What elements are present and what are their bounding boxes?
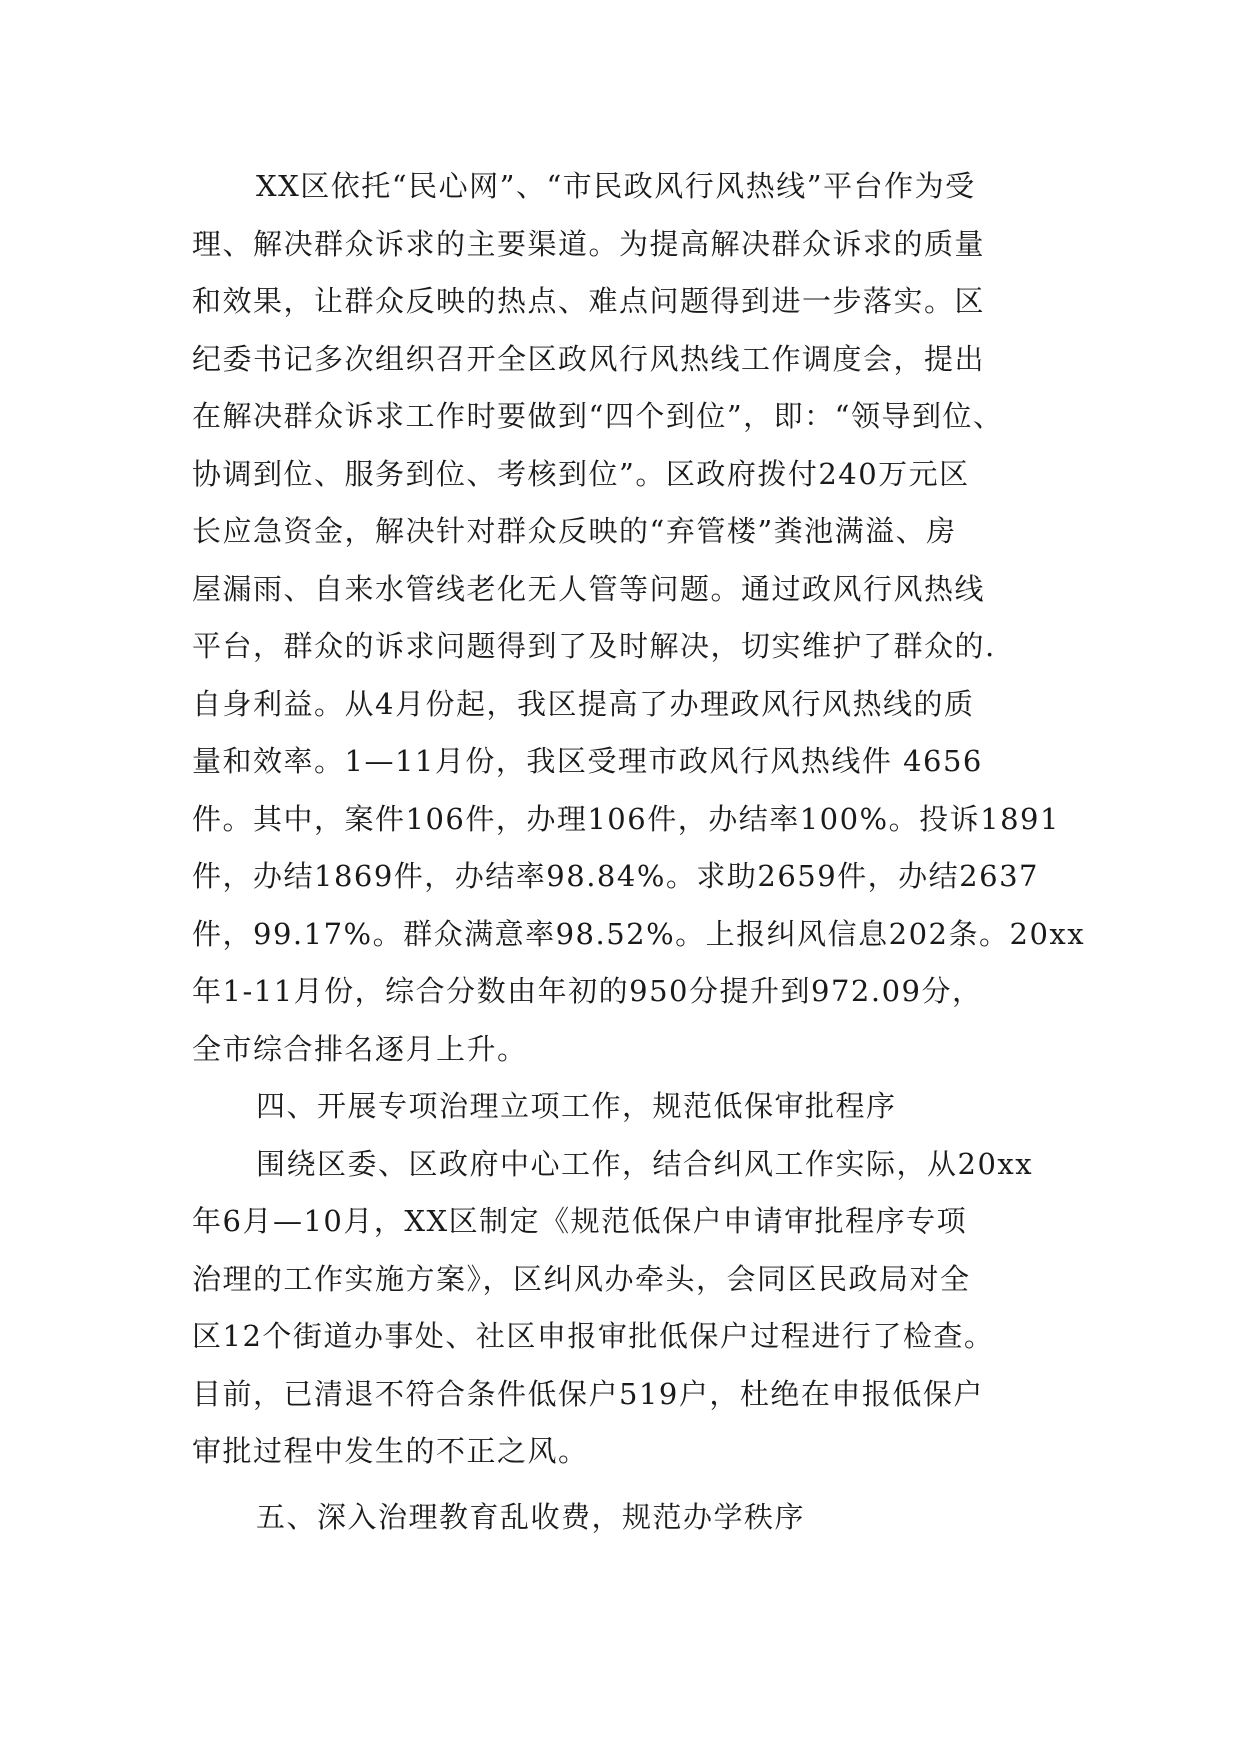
text-line: 件，办结1869件，办结率98.84%。求助2659件，办结2637: [192, 859, 1039, 893]
text-line: 平台，群众的诉求问题得到了及时解决，切实维护了群众的.: [192, 629, 996, 663]
document-body: [192, 158, 1086, 1546]
text-line: 目前，已清退不符合条件低保户519户，杜绝在申报低保户: [192, 1376, 984, 1411]
text-line: 件，99.17%。群众满意率98.52%。上报纠风信息202条。20xx: [192, 916, 1086, 951]
text-line: 长应急资金，解决针对群众反映的“弃管楼”粪池满溢、房: [192, 514, 957, 548]
text-line: 年6月—10月，XX区制定《规范低保户申请审批程序专项: [192, 1204, 968, 1238]
text-line: 量和效率。1—11月份，我区受理市政风行风热线件 4656: [192, 744, 983, 778]
paragraph-hotline: [192, 158, 1086, 1078]
text-line: 全市综合排名逐月上升。: [192, 1031, 528, 1066]
paragraph-low-income: [192, 1136, 1062, 1481]
text-line: 件。其中，案件106件，办理106件，办结率100%。投诉1891: [192, 801, 1060, 836]
text-line: 协调到位、服务到位、考核到位”。区政府拨付240万元区: [192, 456, 970, 491]
section-heading-4: 四、开展专项治理立项工作，规范低保审批程序: [256, 1089, 897, 1123]
text-line: 和效果，让群众反映的热点、难点问题得到进一步落实。区: [192, 284, 986, 318]
text-line: 屋漏雨、自来水管线老化无人管等问题。通过政风行风热线: [192, 571, 986, 606]
text-line: 理、解决群众诉求的主要渠道。为提高解决群众诉求的质量: [192, 226, 986, 261]
text-line: 纪委书记多次组织召开全区政风行风热线工作调度会，提出: [192, 341, 986, 376]
text-line: XX区依托“民心网”、“市民政风行风热线”平台作为受: [256, 169, 976, 203]
text-line: 审批过程中发生的不正之风。: [192, 1434, 589, 1468]
text-line: 年1-11月份，综合分数由年初的950分提升到972.09分，: [192, 974, 983, 1008]
text-line: 区12个街道办事处、社区申报审批低保户过程进行了检查。: [192, 1319, 995, 1353]
text-line: 在解决群众诉求工作时要做到“四个到位”，即：“领导到位、: [192, 399, 1004, 433]
text-line: 围绕区委、区政府中心工作，结合纠风工作实际，从20xx: [256, 1146, 1034, 1181]
section-heading-5: 五、深入治理教育乱收费，规范办学秩序: [256, 1499, 806, 1534]
text-line: 自身利益。从4月份起，我区提高了办理政风行风热线的质: [192, 686, 975, 721]
text-line: 治理的工作实施方案》，区纠风办牵头，会同区民政局对全: [192, 1261, 971, 1296]
